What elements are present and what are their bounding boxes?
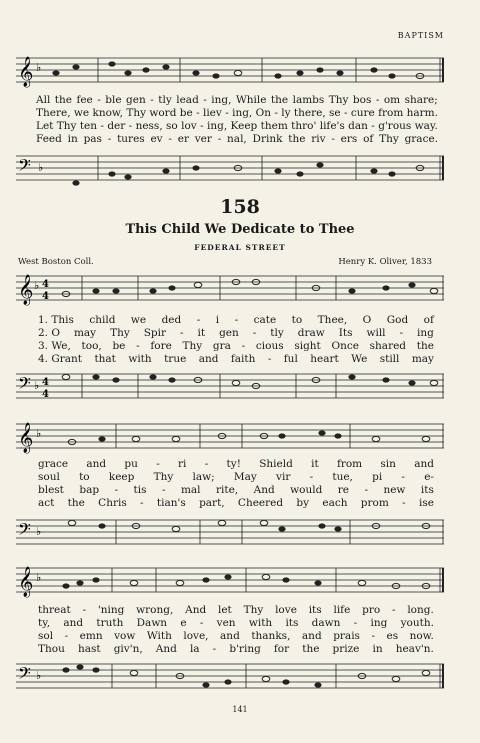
svg-text:𝄞: 𝄞 [18,567,34,597]
svg-text:𝄞: 𝄞 [18,275,34,305]
svg-text:♭: ♭ [38,161,44,174]
lyrics-verse-2-end: ty, and truth Dawn e - ven with its dawn - ing youth. [38,617,434,629]
lyrics-verse-4: 4. Grant that with true and faith - ful heart We still may [38,353,434,365]
bass-staff-3 [16,658,446,696]
lyrics-verse-4-cont: act the Chris - tian's part, Cheered by each prom - ise [38,497,434,509]
treble-staff-lines [16,418,446,454]
svg-text:♭: ♭ [36,427,42,440]
treble-staff-lines [16,562,446,598]
bass-staff-lines [16,150,446,190]
lyrics-verse-3-cont: blest bap - tis - mal rite, And would re - new its [38,484,434,496]
lyrics-verse-1-end: threat - 'ning wrong, And let Thy love its life pro - long. [38,604,434,616]
bass-staff-lines [16,658,446,696]
svg-text:𝄞: 𝄞 [18,57,34,87]
svg-text:𝄢: 𝄢 [18,155,31,179]
lyrics-verse-4-end: Thou hast giv'n, And la - b'ring for the prize in heav'n. [38,643,434,655]
treble-staff-3 [16,562,446,598]
treble-staff-lines [16,52,446,88]
treble-staff-1 [16,270,446,306]
svg-text:𝄢: 𝄢 [18,519,31,543]
svg-text:𝄞: 𝄞 [18,423,34,453]
lyrics-verse-1: 1. This child we ded - i - cate to Thee, O God of [38,314,434,326]
svg-text:♭: ♭ [34,379,40,392]
lyrics-top-line-4: Feed in pas - tures ev - er ver - nal, Drink the riv - ers of Thy grace. [36,133,438,145]
lyrics-verse-3: 3. We, too, be - fore Thy gra - cious sight Once shared the [38,340,434,352]
lyrics-top-line-3: Let Thy ten - der - ness, so lov - ing, Keep them thro' life's dan - g'rous way. [36,120,438,132]
svg-text:4: 4 [42,279,49,290]
svg-text:♭: ♭ [36,61,42,74]
svg-text:♭: ♭ [36,525,42,538]
words-attribution: West Boston Coll. [18,257,94,267]
bass-staff-top [16,150,446,190]
treble-staff-top [16,52,446,88]
svg-text:𝄢: 𝄢 [18,373,31,397]
svg-text:♭: ♭ [36,571,42,584]
lyrics-top-line-2: There, we know, Thy word be - liev - ing, On - ly there, se - cure from harm. [36,107,438,119]
svg-text:4: 4 [42,389,49,400]
treble-staff-lines [16,270,446,306]
lyrics-verse-2: 2. O may Thy Spir - it gen - tly draw Its will - ing [38,327,434,339]
bass-staff-lines [16,368,446,404]
lyrics-top-line-1: All the fee - ble gen - tly lead - ing, While the lambs Thy bos - om share; [36,94,438,106]
section-label: BAPTISM [397,31,444,40]
bass-staff-lines [16,514,446,550]
lyrics-verse-3-end: sol - emn vow With love, and thanks, and prais - es now. [38,630,434,642]
tune-name: FEDERAL STREET [194,243,286,252]
svg-text:♭: ♭ [36,669,42,682]
lyrics-verse-1-cont: grace and pu - ri - ty! Shield it from sin and [38,458,434,470]
page-number: 141 [232,705,248,714]
bass-staff-1 [16,368,446,404]
hymn-number: 158 [220,196,260,218]
bass-staff-2 [16,514,446,550]
music-attribution: Henry K. Oliver, 1833 [338,257,432,267]
svg-text:4: 4 [42,291,49,302]
svg-text:4: 4 [42,377,49,388]
svg-text:𝄢: 𝄢 [18,663,31,687]
treble-staff-2 [16,418,446,454]
lyrics-verse-2-cont: soul to keep Thy law; May vir - tue, pi - e- [38,471,434,483]
svg-text:♭: ♭ [34,279,40,292]
hymn-title: This Child We Dedicate to Thee [125,222,355,237]
